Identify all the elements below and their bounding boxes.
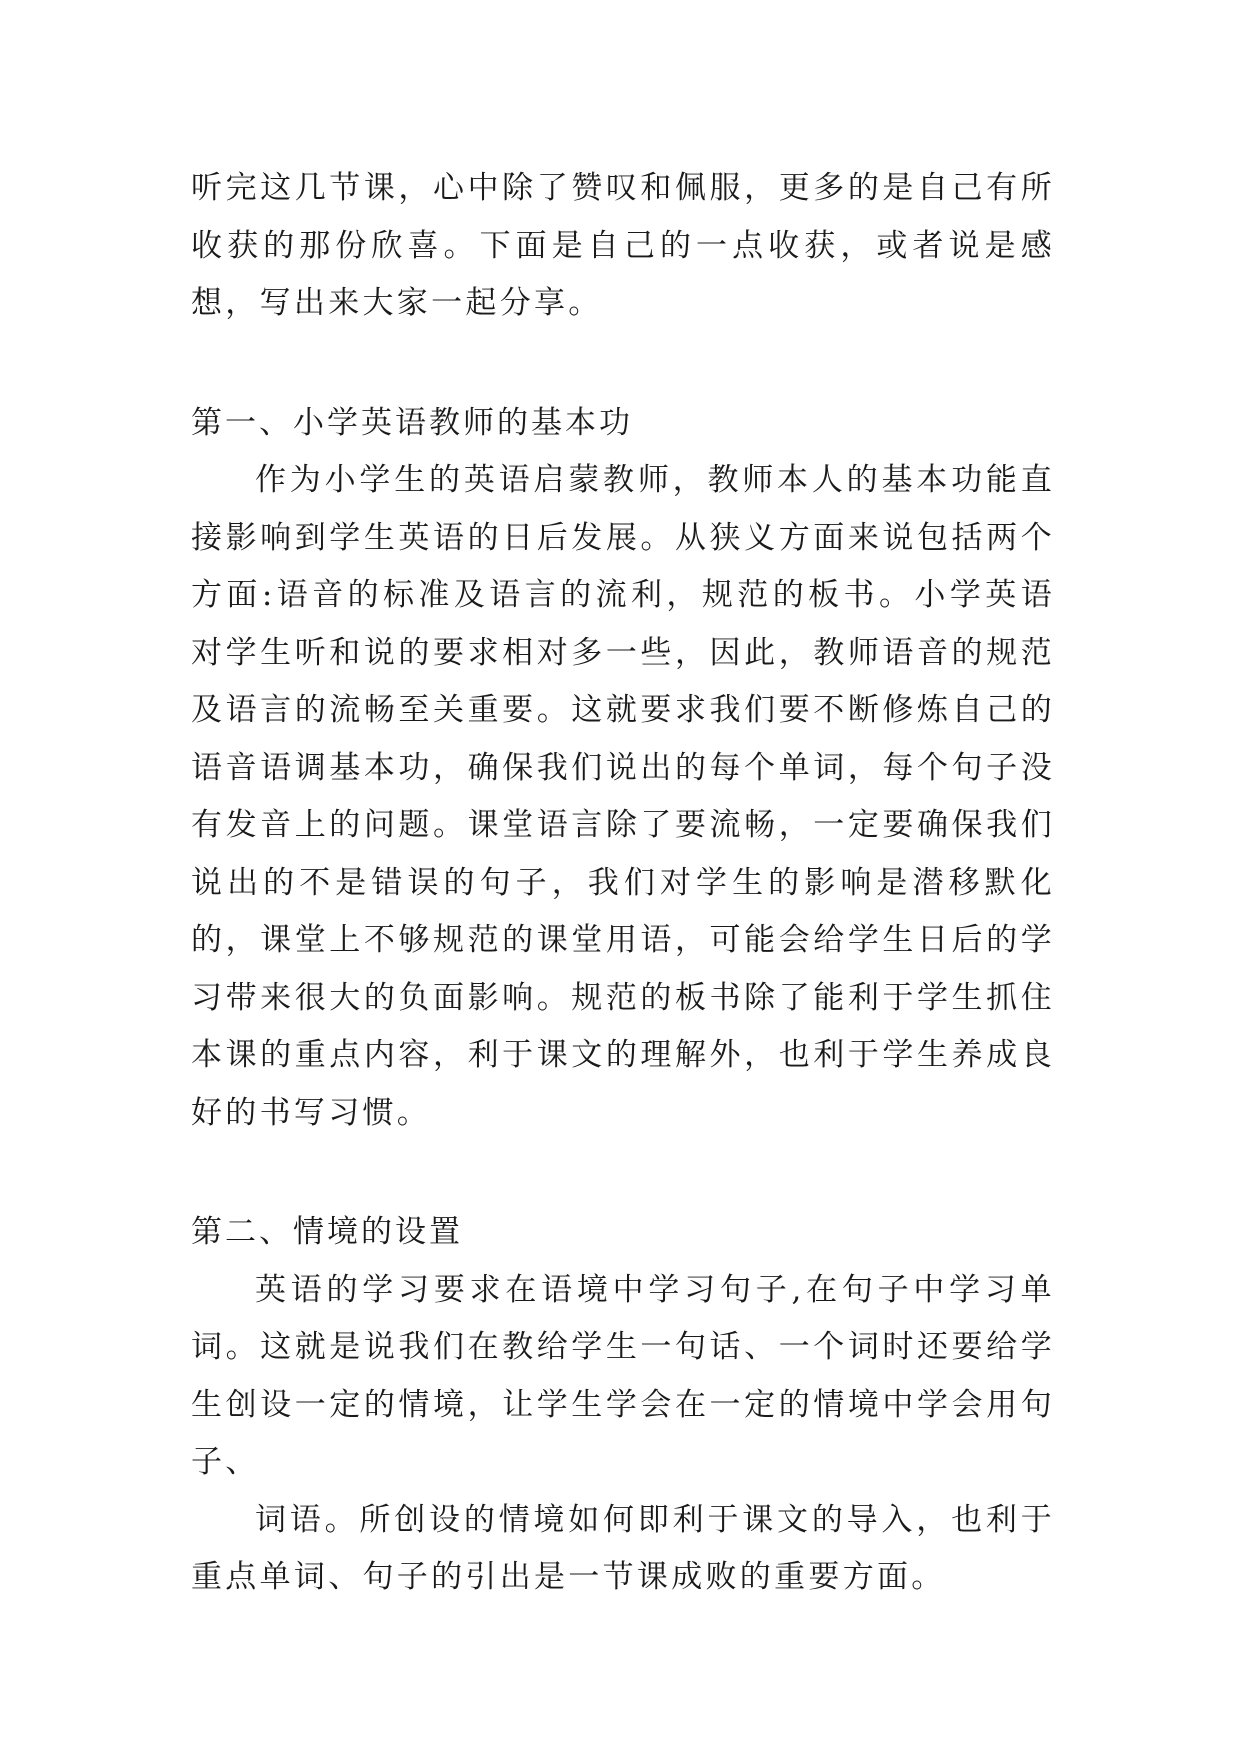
section2-paragraph-2: 词语。所创设的情境如何即利于课文的导入，也利于重点单词、句子的引出是一节课成败的重要方面。 xyxy=(191,1501,1055,1595)
section2-heading: 第二、情境的设置 xyxy=(191,1214,463,1250)
section1-paragraph: 作为小学生的英语启蒙教师，教师本人的基本功能直接影响到学生英语的日后发展。从狭义方面来说包括两个方面:语音的标准及语言的流利，规范的板书。小学英语对学生听和说的要求相对多一些，因此，教师语音的规范及语言的流畅至关重要。这就要求我们要不断修炼自己的语音语调基本功，确保我们说出的每个单词，每个句子没有发音上的问题。课堂语言除了要流畅，一定要确保我们说出的不是错误的句子，我们对学生的影响是潜移默化的，课堂上不够规范的课堂用语，可能会给学生日后的学习带来很大的负面影响。规范的板书除了能利于学生抓住本课的重点内容，利于课文的理解外，也利于学生养成良好的书写习惯。 xyxy=(191,462,1055,1131)
section2-paragraph-1: 英语的学习要求在语境中学习句子,在句子中学习单词。这就是说我们在教给学生一句话、一个词时还要给学生创设一定的情境，让学生学会在一定的情境中学会用句子、 xyxy=(191,1271,1055,1480)
spacer xyxy=(191,333,1055,395)
document-page xyxy=(191,160,1055,1607)
intro-paragraph: 听完这几节课，心中除了赞叹和佩服，更多的是自己有所收获的那份欣喜。下面是自己的一点收获，或者说是感想，写出来大家一起分享。 xyxy=(191,170,1055,321)
spacer xyxy=(191,1142,1055,1204)
section1-heading: 第一、小学英语教师的基本功 xyxy=(191,404,633,441)
